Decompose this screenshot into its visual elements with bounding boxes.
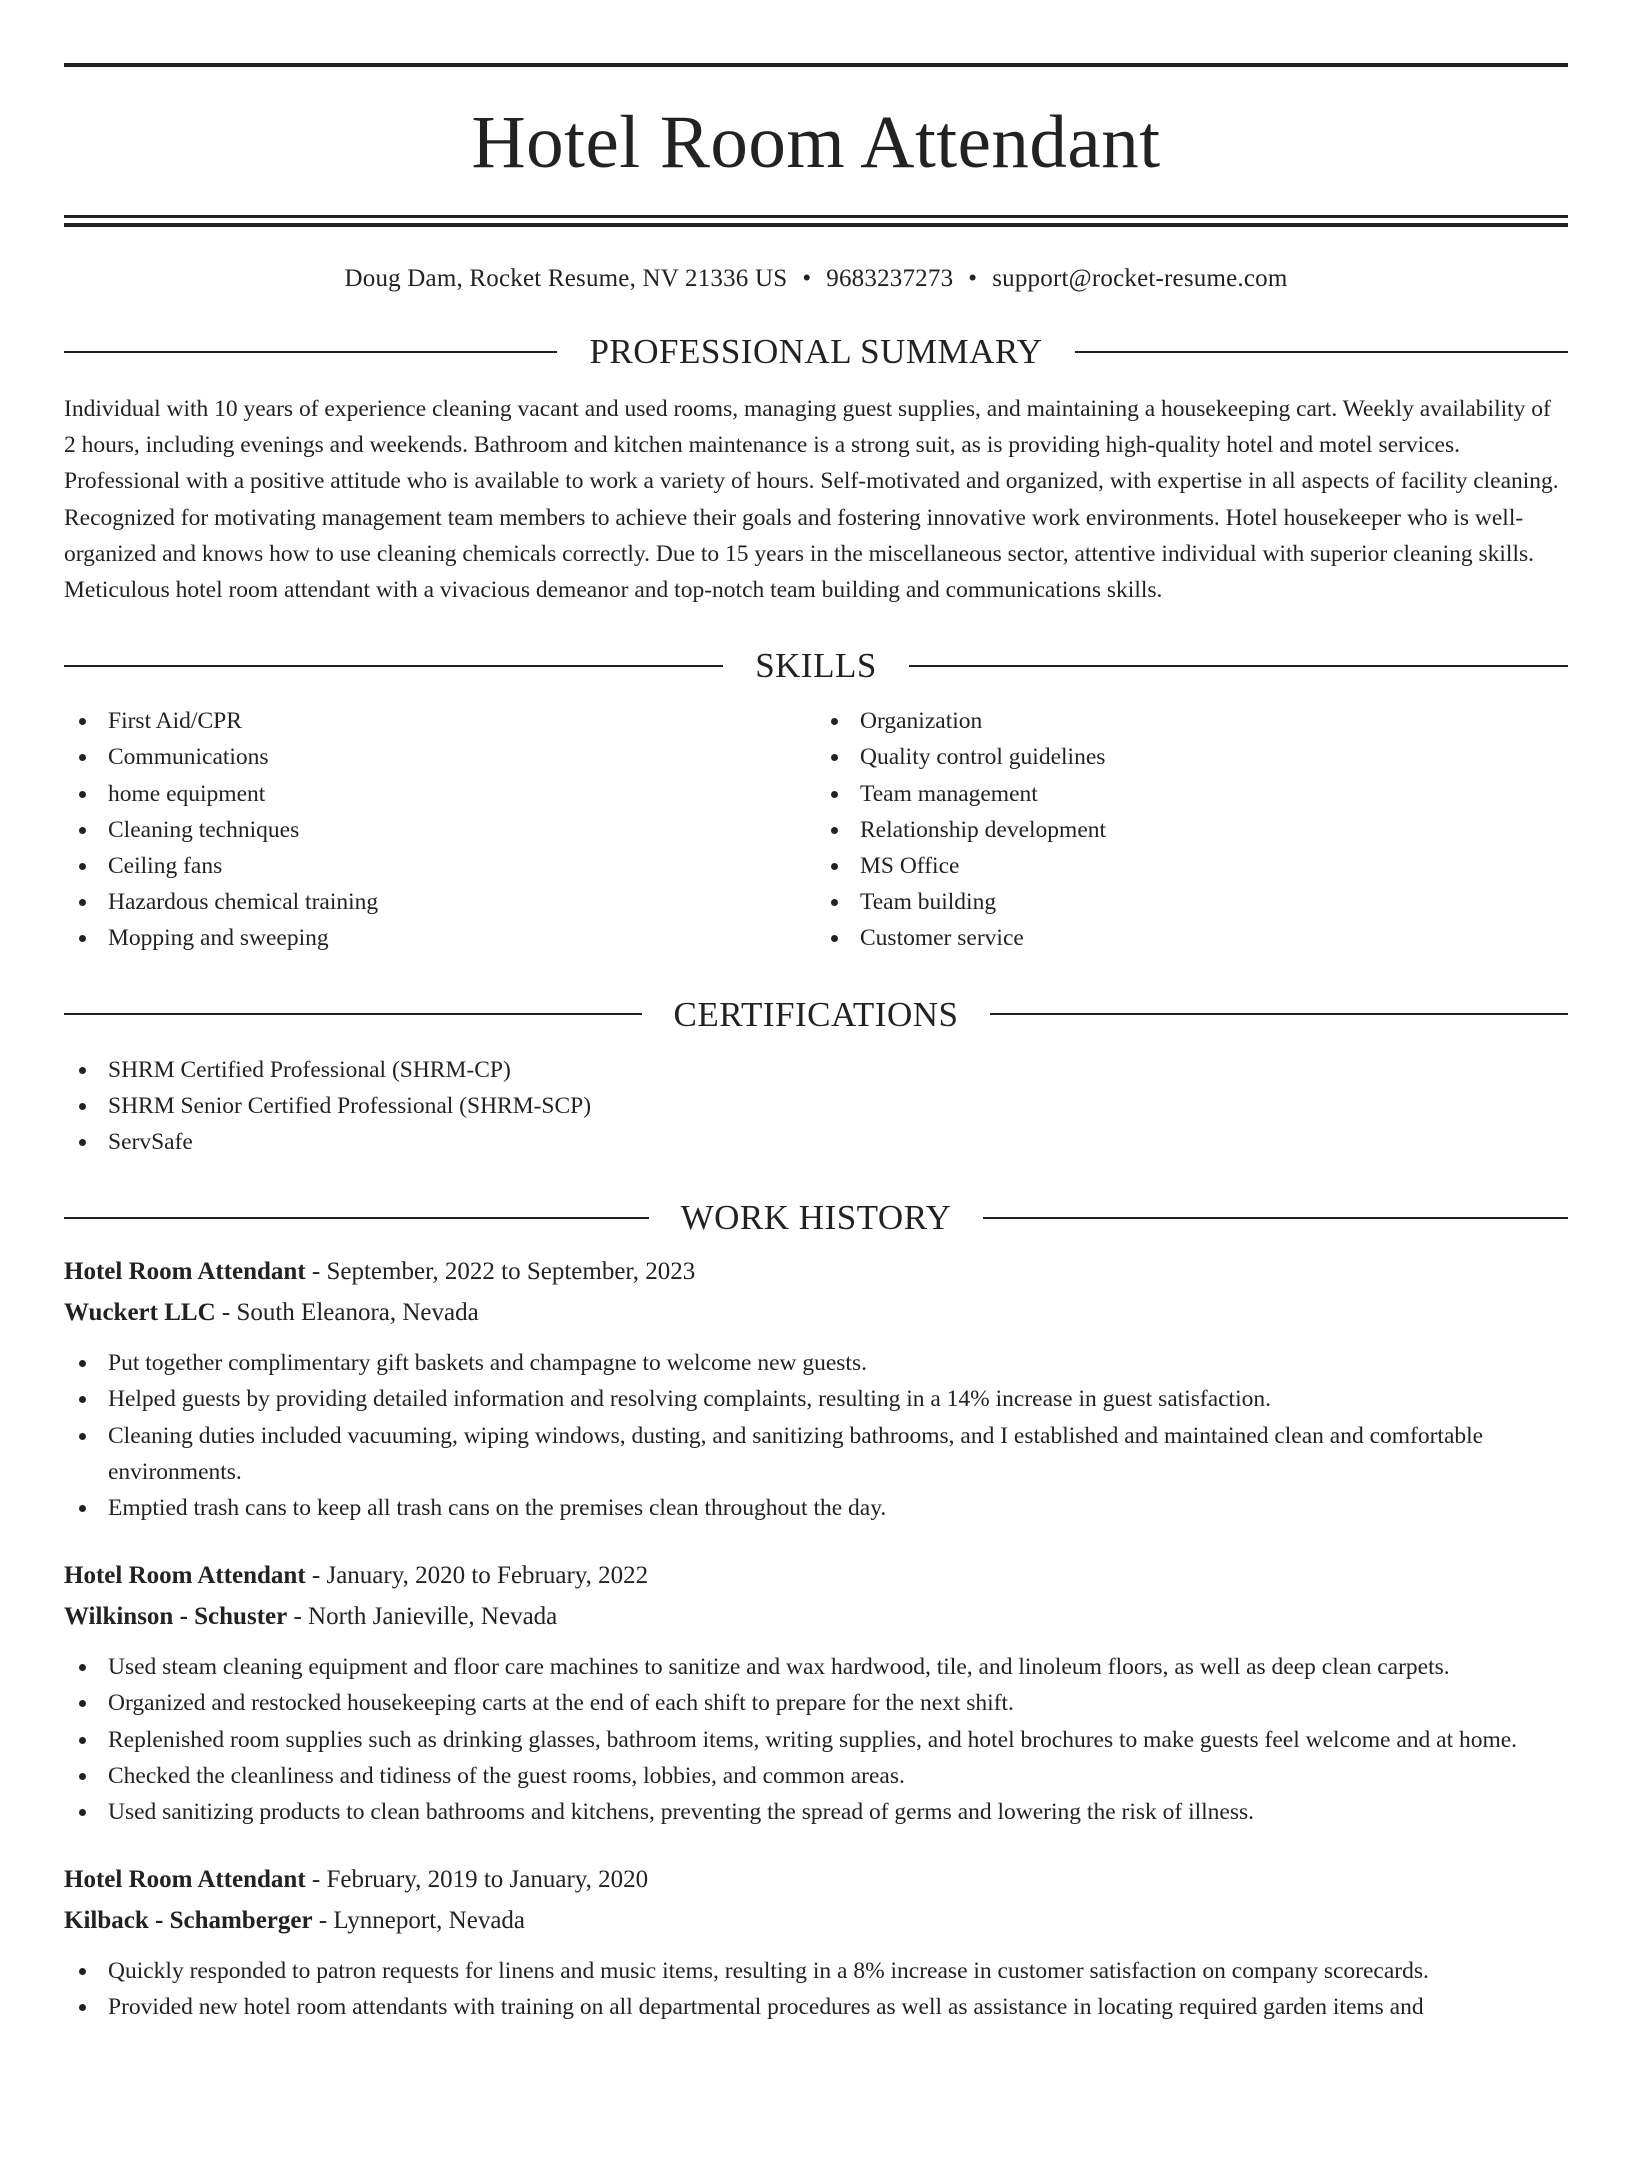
skill-item: Organization <box>860 703 1568 739</box>
skill-item: Cleaning techniques <box>108 812 816 848</box>
heading-rule <box>64 351 557 353</box>
job-bullets <box>64 1345 1568 1526</box>
skills-heading <box>64 646 1568 686</box>
skill-item: Team building <box>860 884 1568 920</box>
certifications-list <box>64 1052 1568 1161</box>
job-bullet: Provided new hotel room attendants with training on all departmental procedures as well as assistance in locating required garden items and <box>108 1989 1568 2025</box>
job-bullet: Used steam cleaning equipment and floor care machines to sanitize and wax hardwood, tile, and linoleum floors, as well as deep clean carpets. <box>108 1649 1568 1685</box>
job-location: - Lynneport, Nevada <box>312 1907 526 1935</box>
contact-separator: • <box>802 265 812 292</box>
heading-rule <box>64 1217 649 1219</box>
certifications-heading <box>64 994 1568 1034</box>
contact-phone: 9683237273 <box>826 265 954 292</box>
job-bullet: Helped guests by providing detailed information and resolving complaints, resulting in a 14% increase in guest satisfaction. <box>108 1381 1568 1417</box>
heading-rule <box>64 665 723 667</box>
certification-item: SHRM Senior Certified Professional (SHRM-SCP) <box>108 1088 1568 1124</box>
job-title-line <box>64 1561 1568 1591</box>
resume-page <box>0 63 1632 2175</box>
skills-column-right <box>816 703 1568 956</box>
job-company-line <box>64 1298 1568 1328</box>
skills-list <box>64 703 1568 956</box>
job-company: Kilback - Schamberger <box>64 1907 313 1935</box>
job-company-line <box>64 1906 1568 1936</box>
work-heading <box>64 1198 1568 1238</box>
job-dates: - January, 2020 to February, 2022 <box>305 1562 649 1590</box>
heading-rule <box>909 665 1568 667</box>
skills-column-left <box>64 703 816 956</box>
job-bullet: Cleaning duties included vacuuming, wiping windows, dusting, and sanitizing bathrooms, and I established and maintained clean and comfortable environments. <box>108 1418 1568 1490</box>
resume-name: Hotel Room Attendant <box>471 101 1161 184</box>
skill-item: Hazardous chemical training <box>108 884 816 920</box>
header-double-rule <box>64 215 1568 227</box>
job-company: Wilkinson - Schuster <box>64 1603 288 1631</box>
job-title: Hotel Room Attendant <box>64 1866 306 1894</box>
skill-item: Relationship development <box>860 812 1568 848</box>
heading-rule <box>983 1217 1568 1219</box>
job-dates: - September, 2022 to September, 2023 <box>305 1258 696 1286</box>
skill-item: home equipment <box>108 776 816 812</box>
heading-rule <box>990 1013 1568 1015</box>
job-title: Hotel Room Attendant <box>64 1258 306 1286</box>
job-entry <box>64 1561 1568 1830</box>
job-company: Wuckert LLC <box>64 1299 216 1327</box>
job-title-line <box>64 1865 1568 1895</box>
work-title: WORK HISTORY <box>680 1198 952 1238</box>
contact-address: Doug Dam, Rocket Resume, NV 21336 US <box>344 265 788 292</box>
contact-email: support@rocket-resume.com <box>992 265 1288 292</box>
job-location: - North Janieville, Nevada <box>287 1603 558 1631</box>
skill-item: Communications <box>108 739 816 775</box>
skill-item: Ceiling fans <box>108 848 816 884</box>
job-bullet: Used sanitizing products to clean bathrooms and kitchens, preventing the spread of germs and lowering the risk of illness. <box>108 1794 1568 1830</box>
skill-item: First Aid/CPR <box>108 703 816 739</box>
job-bullet: Replenished room supplies such as drinking glasses, bathroom items, writing supplies, and hotel brochures to make guests feel welcome and at home. <box>108 1722 1568 1758</box>
skill-item: Team management <box>860 776 1568 812</box>
certification-item: ServSafe <box>108 1124 1568 1160</box>
summary-heading <box>64 334 1568 369</box>
job-company-line <box>64 1602 1568 1632</box>
summary-title: PROFESSIONAL SUMMARY <box>589 332 1043 371</box>
job-entry <box>64 1865 1568 2025</box>
skill-item: Mopping and sweeping <box>108 920 816 956</box>
job-title-line <box>64 1257 1568 1287</box>
top-rule <box>64 63 1568 67</box>
job-entry <box>64 1257 1568 1526</box>
job-bullets <box>64 1953 1568 2025</box>
heading-rule <box>1075 351 1568 353</box>
job-bullet: Quickly responded to patron requests for linens and music items, resulting in a 8% increase in customer satisfaction on company scorecards. <box>108 1953 1568 1989</box>
skill-item: MS Office <box>860 848 1568 884</box>
job-bullet: Emptied trash cans to keep all trash cans on the premises clean throughout the day. <box>108 1490 1568 1526</box>
job-bullets <box>64 1649 1568 1830</box>
skill-item: Customer service <box>860 920 1568 956</box>
job-location: - South Eleanora, Nevada <box>215 1299 479 1327</box>
summary-text: Individual with 10 years of experience cleaning vacant and used rooms, managing guest supplies, and maintaining a housekeeping cart. Weekly availability of 2 hours, including evenings and weekends. Bathroom and kitchen maintenance is a strong suit, as is providing high-quality hotel and motel services. Professional with a positive attitude who is available to work a variety of hours. Self-motivated and organized, with expertise in all aspects of facility cleaning. Recognized for motivating management team members to achieve their goals and fostering innovative work environments. Hotel housekeeper who is well-organized and knows how to use cleaning chemicals correctly. Due to 15 years in the miscellaneous sector, attentive individual with superior cleaning skills. Meticulous hotel room attendant with a vivacious demeanor and top-notch team building and communications skills. <box>64 396 1559 604</box>
certification-item: SHRM Certified Professional (SHRM-CP) <box>108 1052 1568 1088</box>
certifications-title: CERTIFICATIONS <box>673 994 959 1034</box>
job-bullet: Checked the cleanliness and tidiness of the guest rooms, lobbies, and common areas. <box>108 1758 1568 1794</box>
job-bullet: Organized and restocked housekeeping carts at the end of each shift to prepare for the next shift. <box>108 1685 1568 1721</box>
skills-title: SKILLS <box>755 646 877 686</box>
heading-rule <box>64 1013 642 1015</box>
contact-separator: • <box>968 265 978 292</box>
job-dates: - February, 2019 to January, 2020 <box>305 1866 649 1894</box>
job-title: Hotel Room Attendant <box>64 1562 306 1590</box>
contact-line <box>64 264 1568 294</box>
job-bullet: Put together complimentary gift baskets and champagne to welcome new guests. <box>108 1345 1568 1381</box>
skill-item: Quality control guidelines <box>860 739 1568 775</box>
